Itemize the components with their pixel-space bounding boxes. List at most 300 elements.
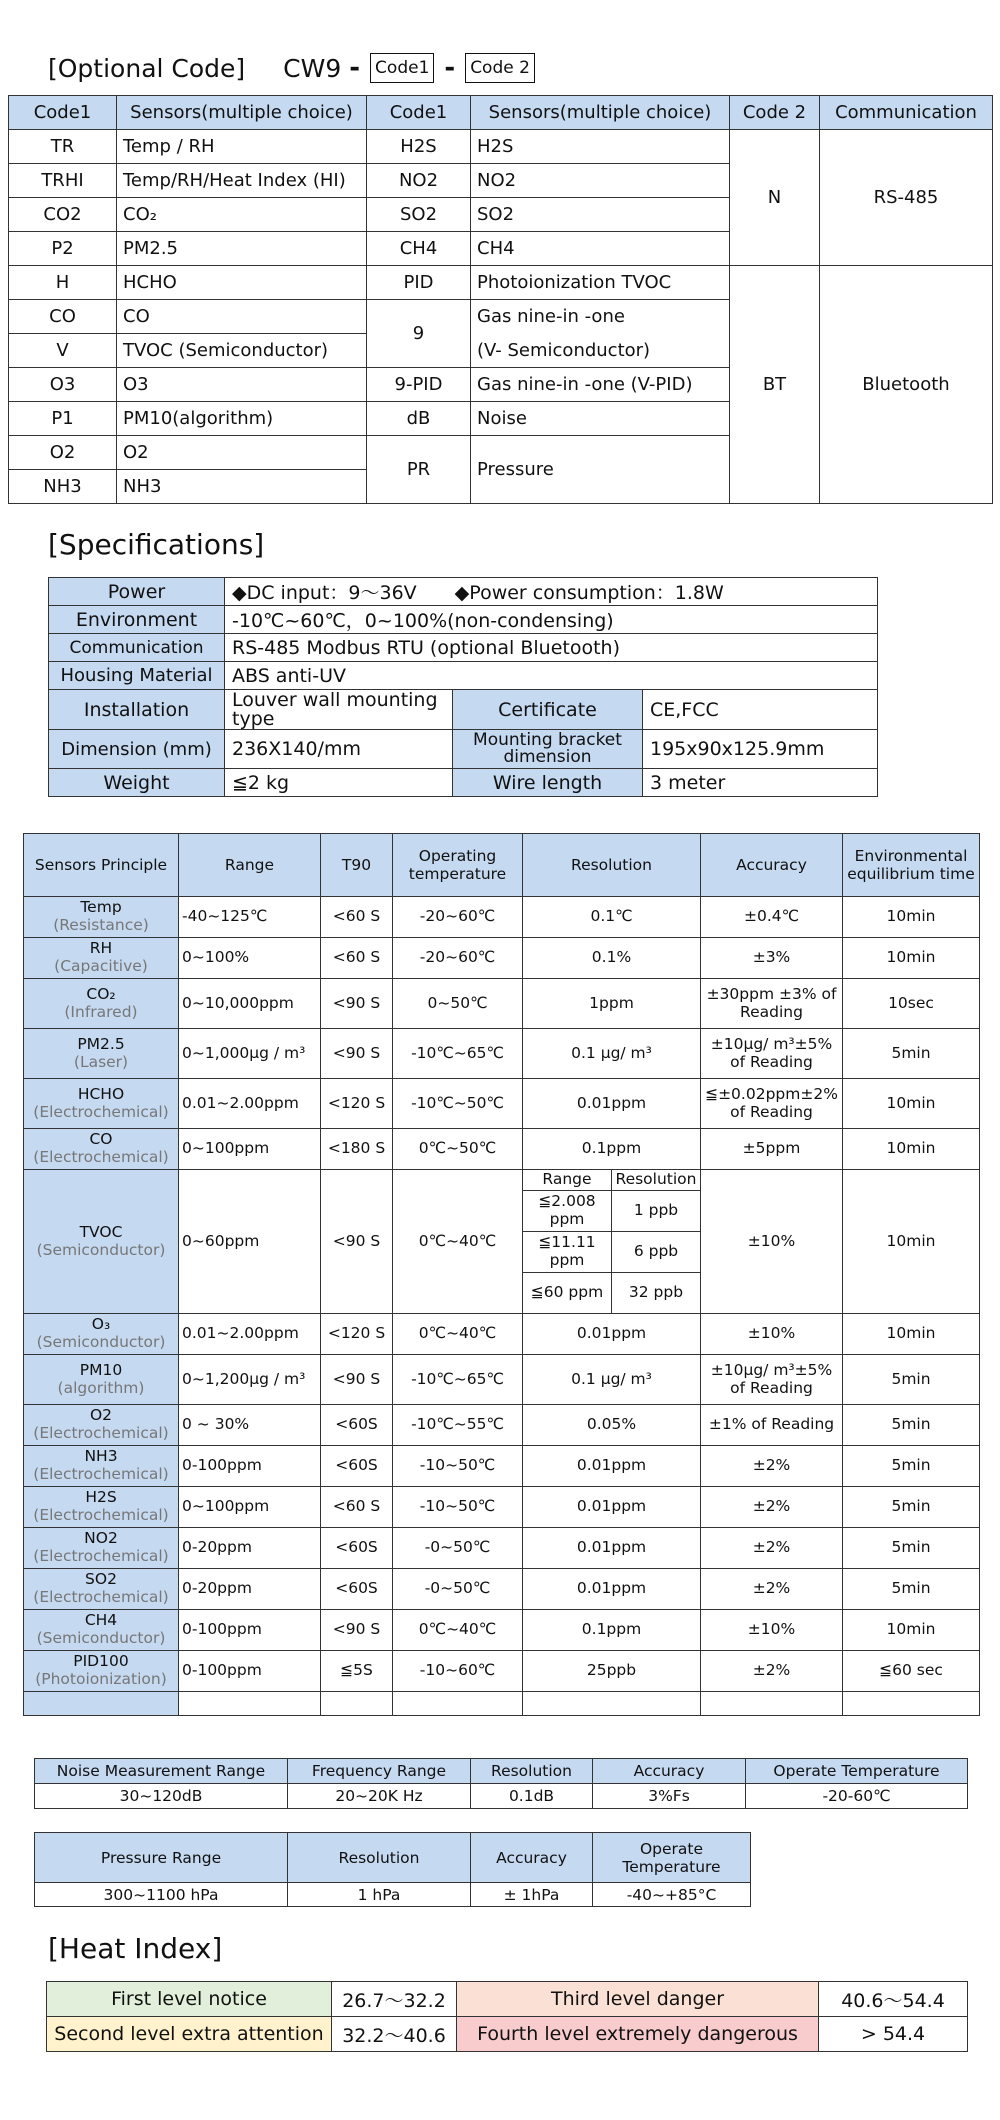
t90-cell: <120 S <box>321 1314 393 1355</box>
code-cell: TRHI <box>9 164 117 198</box>
code-cell: CO <box>9 300 117 334</box>
sensor-principle-cell <box>24 1446 179 1487</box>
t90-cell: <60S <box>321 1528 393 1569</box>
sensor-principle-cell <box>24 1355 179 1405</box>
sub-range-cell: ≦2.008 ppm <box>523 1191 612 1232</box>
table-cell: 30~120dB <box>35 1784 288 1809</box>
resolution-cell: 0.05% <box>523 1405 701 1446</box>
equilibrium-time-cell: 10min <box>843 1610 980 1651</box>
table-row <box>9 130 993 164</box>
table-header-row <box>35 1759 968 1784</box>
table-row <box>35 1883 751 1907</box>
col-header: Operate Temperature <box>746 1759 968 1784</box>
code-cell: CO2 <box>9 198 117 232</box>
col-header: Environmental equilibrium time <box>843 834 980 897</box>
sensor-principle: (Laser) <box>73 1052 129 1071</box>
range-cell: 0.01~2.00ppm <box>179 1079 321 1129</box>
spec-label: Certificate <box>453 690 643 730</box>
sensor-cell: Photoionization TVOC <box>471 266 730 300</box>
range-cell: 0-100ppm <box>179 1446 321 1487</box>
t90-cell: <90 S <box>321 1029 393 1079</box>
sensor-cell: HCHO <box>117 266 367 300</box>
accuracy-cell: ±30ppm ±3% of Reading <box>701 979 843 1029</box>
table-cell: 1 hPa <box>288 1883 471 1907</box>
table-header-row <box>9 96 993 130</box>
heat-level-label: First level notice <box>47 1982 332 2017</box>
table-row <box>24 1129 980 1170</box>
empty-cell <box>393 1692 523 1716</box>
sensor-principle: (Infrared) <box>64 1002 138 1021</box>
accuracy-cell: ±2% <box>701 1569 843 1610</box>
table-row <box>24 938 980 979</box>
empty-cell <box>701 1692 843 1716</box>
col-header: Resolution <box>288 1833 471 1883</box>
table-row <box>24 1569 980 1610</box>
table-row <box>523 1232 700 1273</box>
empty-cell <box>24 1692 179 1716</box>
table-header-row <box>523 1170 700 1191</box>
sensor-principle: (Photoionization) <box>35 1670 167 1688</box>
sensor-cell: Pressure <box>471 436 730 504</box>
accuracy-cell: ±10μg/ m³±5% of Reading <box>701 1029 843 1079</box>
code-cell: TR <box>9 130 117 164</box>
noise-table <box>34 1758 968 1809</box>
sensor-principle: (Resistance) <box>53 916 149 934</box>
empty-cell <box>321 1692 393 1716</box>
table-header-row <box>24 834 980 897</box>
operating-temp-cell: -10~50℃ <box>393 1487 523 1528</box>
range-cell: 0-100ppm <box>179 1651 321 1692</box>
equilibrium-time-cell: 10sec <box>843 979 980 1029</box>
code2-box: Code 2 <box>465 53 535 83</box>
sensor-principle: (Electrochemical) <box>33 1148 169 1166</box>
sensor-cell: O3 <box>117 368 367 402</box>
table-header-row <box>35 1833 751 1883</box>
sensor-principle-cell <box>24 1079 179 1129</box>
comm-code-cell: N <box>730 130 820 266</box>
heat-level-label: Fourth level extremely dangerous <box>457 2017 819 2052</box>
accuracy-cell: ±10% <box>701 1610 843 1651</box>
sensor-cell: Temp / RH <box>117 130 367 164</box>
col-header: Pressure Range <box>35 1833 288 1883</box>
col-header: Sensors(multiple choice) <box>117 96 367 130</box>
sensor-name: H2S <box>85 1488 117 1507</box>
table-row <box>24 979 980 1029</box>
table-row <box>523 1273 700 1314</box>
sensor-principle-cell <box>24 1528 179 1569</box>
spec-value: ≦2 kg <box>225 769 453 797</box>
sensor-principle-cell <box>24 1129 179 1170</box>
resolution-cell: 0.01ppm <box>523 1446 701 1487</box>
range-cell: 0-20ppm <box>179 1528 321 1569</box>
table-cell: 300~1100 hPa <box>35 1883 288 1907</box>
sensor-name: NH3 <box>84 1447 118 1466</box>
table-row <box>24 1651 980 1692</box>
resolution-cell: 0.01ppm <box>523 1079 701 1129</box>
sensor-name: Temp <box>80 898 122 917</box>
sensor-name: TVOC <box>79 1222 123 1241</box>
col-header: Operating temperature <box>393 834 523 897</box>
heat-level-label: Third level danger <box>457 1982 819 2017</box>
equilibrium-time-cell: 5min <box>843 1569 980 1610</box>
operating-temp-cell: 0℃~40℃ <box>393 1170 523 1314</box>
spec-label: Environment <box>49 606 225 634</box>
resolution-cell: 25ppb <box>523 1651 701 1692</box>
heat-index-title: [Heat Index] <box>48 1932 223 1965</box>
col-header: Resolution <box>523 834 701 897</box>
table-row <box>24 1487 980 1528</box>
spec-row <box>49 690 878 730</box>
sensor-principle: (Semiconductor) <box>36 1333 166 1351</box>
sub-range-cell: ≦11.11 ppm <box>523 1232 612 1273</box>
col-header: Code 2 <box>730 96 820 130</box>
sensor-cell: PM10(algorithm) <box>117 402 367 436</box>
sensor-principle-cell <box>24 1170 179 1314</box>
operating-temp-cell: -10℃~65℃ <box>393 1355 523 1405</box>
equilibrium-time-cell: 5min <box>843 1355 980 1405</box>
spec-row <box>49 578 878 606</box>
heat-level-range: > 54.4 <box>819 2017 968 2052</box>
sensor-principle-cell <box>24 1314 179 1355</box>
equilibrium-time-cell: 10min <box>843 1314 980 1355</box>
resolution-cell: 0.01ppm <box>523 1528 701 1569</box>
t90-cell: <90 S <box>321 979 393 1029</box>
col-header: Communication <box>820 96 993 130</box>
t90-cell: <60S <box>321 1405 393 1446</box>
empty-cell <box>523 1692 701 1716</box>
col-header: Accuracy <box>701 834 843 897</box>
accuracy-cell: ±2% <box>701 1487 843 1528</box>
code-cell: PR <box>367 436 471 504</box>
table-row <box>24 1446 980 1487</box>
t90-cell: <90 S <box>321 1610 393 1651</box>
spec-value: ABS anti-UV <box>225 662 878 690</box>
range-cell: 0~100% <box>179 938 321 979</box>
accuracy-cell: ±3% <box>701 938 843 979</box>
sensor-name: RH <box>89 939 113 958</box>
equilibrium-time-cell: 10min <box>843 1129 980 1170</box>
range-cell: 0~100ppm <box>179 1487 321 1528</box>
operating-temp-cell: -20~60℃ <box>393 938 523 979</box>
t90-cell: <180 S <box>321 1129 393 1170</box>
t90-cell: <90 S <box>321 1170 393 1314</box>
code-cell: P1 <box>9 402 117 436</box>
t90-cell: <90 S <box>321 1355 393 1405</box>
col-header: Accuracy <box>593 1759 746 1784</box>
sensor-cell: SO2 <box>471 198 730 232</box>
sensor-principle: (Semiconductor) <box>36 1240 166 1259</box>
spec-row <box>49 606 878 634</box>
accuracy-cell: ≦±0.02ppm±2% of Reading <box>701 1079 843 1129</box>
t90-cell: <60 S <box>321 938 393 979</box>
sensor-principle-cell <box>24 1569 179 1610</box>
code-cell: 9-PID <box>367 368 471 402</box>
sensor-name: CO₂ <box>86 984 116 1003</box>
model-code: CW9 <box>283 53 342 83</box>
spec-label: Mounting bracket dimension <box>453 730 643 769</box>
sensor-principle-cell <box>24 979 179 1029</box>
equilibrium-time-cell: 5min <box>843 1446 980 1487</box>
accuracy-cell: ±5ppm <box>701 1129 843 1170</box>
sub-range-cell: ≦60 ppm <box>523 1273 612 1314</box>
code-cell: NH3 <box>9 470 117 504</box>
table-row <box>47 2017 968 2052</box>
range-cell: 0-20ppm <box>179 1569 321 1610</box>
code-cell: PID <box>367 266 471 300</box>
col-header: Accuracy <box>471 1833 593 1883</box>
accuracy-cell: ±2% <box>701 1446 843 1487</box>
sensor-principle: (Electrochemical) <box>33 1465 169 1483</box>
resolution-subtable-cell <box>523 1170 701 1314</box>
sensor-cell: O2 <box>117 436 367 470</box>
heat-level-range: 26.7～32.2 <box>332 1982 457 2017</box>
table-row <box>24 1610 980 1651</box>
sensor-name: PID100 <box>73 1652 129 1671</box>
col-header: Operate Temperature <box>593 1833 751 1883</box>
range-cell: 0~10,000ppm <box>179 979 321 1029</box>
code-cell: CH4 <box>367 232 471 266</box>
accuracy-cell: ±10μg/ m³±5% of Reading <box>701 1355 843 1405</box>
table-row <box>24 1170 980 1314</box>
table-row <box>523 1191 700 1232</box>
col-header: Code1 <box>9 96 117 130</box>
sensor-cell: TVOC (Semiconductor) <box>117 334 367 368</box>
operating-temp-cell: -0~50℃ <box>393 1569 523 1610</box>
equilibrium-time-cell: ≦60 sec <box>843 1651 980 1692</box>
sensor-principle-cell <box>24 938 179 979</box>
specifications-table <box>48 577 878 797</box>
sensor-principle: (Electrochemical) <box>33 1506 169 1524</box>
code-dash: - <box>349 53 361 83</box>
empty-cell <box>843 1692 980 1716</box>
code1-box: Code1 <box>370 53 434 83</box>
table-row <box>24 1405 980 1446</box>
range-cell: -40~125℃ <box>179 897 321 938</box>
table-row <box>24 1029 980 1079</box>
col-header: Sensors Principle <box>24 834 179 897</box>
accuracy-cell: ±2% <box>701 1651 843 1692</box>
sensor-name: NO2 <box>84 1529 118 1548</box>
resolution-cell: 1ppm <box>523 979 701 1029</box>
col-header: Resolution <box>471 1759 593 1784</box>
spec-label: Communication <box>49 634 225 662</box>
table-row <box>24 1355 980 1405</box>
t90-cell: <120 S <box>321 1079 393 1129</box>
t90-cell: <60S <box>321 1446 393 1487</box>
code-cell: H2S <box>367 130 471 164</box>
sensor-cell: Temp/RH/Heat Index (HI) <box>117 164 367 198</box>
accuracy-cell: ±10% <box>701 1314 843 1355</box>
table-cell: 0.1dB <box>471 1784 593 1809</box>
table-cell: 20~20K Hz <box>288 1784 471 1809</box>
spec-row <box>49 662 878 690</box>
comm-name-cell: Bluetooth <box>820 266 993 504</box>
code-cell: P2 <box>9 232 117 266</box>
accuracy-cell: ±1% of Reading <box>701 1405 843 1446</box>
accuracy-cell: ±0.4℃ <box>701 897 843 938</box>
spec-value: RS-485 Modbus RTU (optional Bluetooth) <box>225 634 878 662</box>
equilibrium-time-cell: 5min <box>843 1528 980 1569</box>
tvoc-resolution-table <box>523 1170 700 1313</box>
accuracy-cell: ±2% <box>701 1528 843 1569</box>
operating-temp-cell: -20~60℃ <box>393 897 523 938</box>
resolution-cell: 0.01ppm <box>523 1314 701 1355</box>
t90-cell: ≦5S <box>321 1651 393 1692</box>
spec-label: Wire length <box>453 769 643 797</box>
sensor-cell: Gas nine-in -one <box>471 300 730 334</box>
resolution-cell: 0.01ppm <box>523 1487 701 1528</box>
sensor-name: O2 <box>89 1406 113 1425</box>
range-cell: 0-100ppm <box>179 1610 321 1651</box>
resolution-cell: 0.1℃ <box>523 897 701 938</box>
range-cell: 0.01~2.00ppm <box>179 1314 321 1355</box>
equilibrium-time-cell: 10min <box>843 897 980 938</box>
sensor-principle: (Electrochemical) <box>33 1102 169 1121</box>
range-cell: 0~60ppm <box>179 1170 321 1314</box>
table-row <box>24 1692 980 1716</box>
sensor-cell: Gas nine-in -one (V-PID) <box>471 368 730 402</box>
t90-cell: <60S <box>321 1569 393 1610</box>
heat-level-range: 32.2～40.6 <box>332 2017 457 2052</box>
spec-row <box>49 730 878 769</box>
sensor-cell: (V- Semiconductor) <box>471 334 730 368</box>
spec-label: Power <box>49 578 225 606</box>
range-cell: 0 ~ 30% <box>179 1405 321 1446</box>
sensor-cell: Noise <box>471 402 730 436</box>
spec-label: Weight <box>49 769 225 797</box>
table-row <box>47 1982 968 2017</box>
equilibrium-time-cell: 5min <box>843 1029 980 1079</box>
optional-code-header <box>48 48 537 88</box>
col-header: Code1 <box>367 96 471 130</box>
sensor-spec-table <box>23 833 980 1716</box>
optional-code-title: [Optional Code] <box>48 53 246 83</box>
table-cell: -40~+85°C <box>593 1883 751 1907</box>
sensor-principle-cell <box>24 1651 179 1692</box>
sensor-principle-cell <box>24 897 179 938</box>
sensor-principle-cell <box>24 1405 179 1446</box>
sensor-principle-cell <box>24 1029 179 1079</box>
resolution-cell: 0.1 μg/ m³ <box>523 1355 701 1405</box>
optional-code-table <box>8 95 993 504</box>
operating-temp-cell: -10~60℃ <box>393 1651 523 1692</box>
code-cell: 9 <box>367 300 471 368</box>
heat-level-label: Second level extra attention <box>47 2017 332 2052</box>
sub-resolution-cell: 1 ppb <box>612 1191 701 1232</box>
code-dash: - <box>444 53 456 83</box>
sensor-cell: CH4 <box>471 232 730 266</box>
operating-temp-cell: -10℃~55℃ <box>393 1405 523 1446</box>
sensor-name: CH4 <box>84 1611 118 1630</box>
spec-value: CE,FCC <box>643 690 878 730</box>
spec-value: Louver wall mounting type <box>225 690 453 730</box>
operating-temp-cell: 0℃~40℃ <box>393 1314 523 1355</box>
sensor-name: O₃ <box>91 1315 111 1334</box>
equilibrium-time-cell: 10min <box>843 1079 980 1129</box>
equilibrium-time-cell: 5min <box>843 1405 980 1446</box>
sensor-cell: NO2 <box>471 164 730 198</box>
sensor-name: PM10 <box>79 1360 123 1379</box>
range-cell: 0~100ppm <box>179 1129 321 1170</box>
operating-temp-cell: 0℃~50℃ <box>393 1129 523 1170</box>
code-cell: NO2 <box>367 164 471 198</box>
code-cell: H <box>9 266 117 300</box>
code-cell: V <box>9 334 117 368</box>
sensor-name: PM2.5 <box>77 1034 125 1053</box>
heat-index-table <box>46 1981 968 2052</box>
spec-row <box>49 769 878 797</box>
spec-value: ◆DC input：9～36V ◆Power consumption：1.8W <box>225 578 878 606</box>
spec-value: 3 meter <box>643 769 878 797</box>
col-header: Noise Measurement Range <box>35 1759 288 1784</box>
sensor-principle-cell <box>24 1610 179 1651</box>
sensor-principle: (algorithm) <box>57 1378 145 1397</box>
table-cell: 3%Fs <box>593 1784 746 1809</box>
sensor-name: CO <box>89 1130 113 1149</box>
resolution-cell: 0.1ppm <box>523 1129 701 1170</box>
equilibrium-time-cell: 10min <box>843 938 980 979</box>
sub-resolution-cell: 32 ppb <box>612 1273 701 1314</box>
code-cell: SO2 <box>367 198 471 232</box>
operating-temp-cell: -10℃~65℃ <box>393 1029 523 1079</box>
specifications-title: [Specifications] <box>48 528 265 561</box>
spec-label: Housing Material <box>49 662 225 690</box>
operating-temp-cell: -0~50℃ <box>393 1528 523 1569</box>
sensor-principle: (Capacitive) <box>54 957 148 975</box>
empty-cell <box>179 1692 321 1716</box>
col-header: Range <box>179 834 321 897</box>
col-header: Frequency Range <box>288 1759 471 1784</box>
operating-temp-cell: -10~50℃ <box>393 1446 523 1487</box>
resolution-cell: 0.1% <box>523 938 701 979</box>
sensor-principle: (Semiconductor) <box>36 1629 166 1647</box>
table-row <box>35 1784 968 1809</box>
operating-temp-cell: 0~50℃ <box>393 979 523 1029</box>
spec-row <box>49 634 878 662</box>
equilibrium-time-cell: 5min <box>843 1487 980 1528</box>
sensor-cell: CO <box>117 300 367 334</box>
sensor-name: HCHO <box>77 1084 125 1103</box>
col-header: T90 <box>321 834 393 897</box>
sub-resolution-cell: 6 ppb <box>612 1232 701 1273</box>
t90-cell: <60 S <box>321 1487 393 1528</box>
code-cell: O3 <box>9 368 117 402</box>
spec-value: 195x90x125.9mm <box>643 730 878 769</box>
resolution-cell: 0.01ppm <box>523 1569 701 1610</box>
heat-level-range: 40.6～54.4 <box>819 1982 968 2017</box>
sensor-name: SO2 <box>85 1570 117 1589</box>
table-row <box>24 1079 980 1129</box>
sensor-cell: NH3 <box>117 470 367 504</box>
resolution-cell: 0.1 μg/ m³ <box>523 1029 701 1079</box>
code-cell: dB <box>367 402 471 436</box>
equilibrium-time-cell: 10min <box>843 1170 980 1314</box>
table-row <box>24 1528 980 1569</box>
operating-temp-cell: 0℃~40℃ <box>393 1610 523 1651</box>
spec-value: -10℃~60℃，0~100%(non-condensing) <box>225 606 878 634</box>
table-row <box>9 266 993 300</box>
sensor-principle-cell <box>24 1487 179 1528</box>
comm-code-cell: BT <box>730 266 820 504</box>
col-header: Range <box>523 1170 612 1191</box>
table-row <box>24 897 980 938</box>
table-row <box>24 1314 980 1355</box>
range-cell: 0~1,200μg / m³ <box>179 1355 321 1405</box>
spec-label: Dimension (mm) <box>49 730 225 769</box>
operating-temp-cell: -10℃~50℃ <box>393 1079 523 1129</box>
col-header: Sensors(multiple choice) <box>471 96 730 130</box>
sensor-cell: H2S <box>471 130 730 164</box>
